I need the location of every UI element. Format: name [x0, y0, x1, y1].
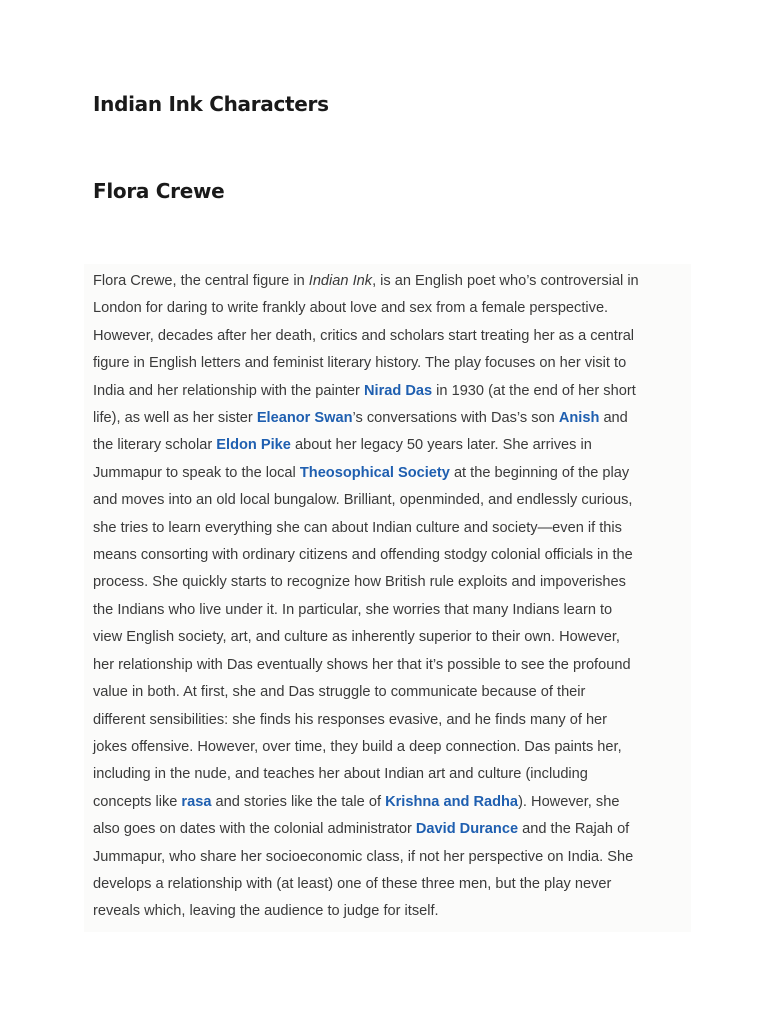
text-run: and the Rajah of	[518, 821, 630, 838]
character-link[interactable]: Eleanor Swan	[256, 410, 353, 427]
text-run: , is an English poet who’s controversial in	[372, 273, 639, 289]
character-link[interactable]: Anish	[558, 410, 600, 427]
text-run: the Indians who live under it. In particular, she worries that many Indians learn to	[93, 601, 613, 618]
text-run: ’s conversations with Das’s son	[352, 410, 559, 427]
text-run: her relationship with Das eventually shows her that it’s possible to see the profound	[93, 656, 631, 673]
text-run: and moves into an old local bungalow. Brilliant, openminded, and endlessly curious,	[93, 492, 633, 509]
section-title: Flora Crewe	[93, 179, 225, 203]
text-run: about her legacy 50 years later. She arrives in	[290, 437, 592, 454]
paragraph-line	[93, 350, 683, 377]
paragraph-line	[93, 460, 683, 487]
paragraph-line	[93, 542, 683, 569]
paragraph-line	[93, 569, 683, 596]
text-run: jokes offensive. However, over time, they build a deep connection. Das paints her,	[93, 738, 622, 755]
character-link[interactable]: Krishna and Radha	[385, 793, 519, 810]
paragraph-line	[93, 432, 683, 459]
text-run: in 1930 (at the end of her short	[432, 382, 636, 399]
paragraph-line	[93, 871, 683, 898]
character-link[interactable]: Nirad Das	[363, 382, 433, 399]
document-title: Indian Ink Characters	[93, 92, 329, 116]
text-run: and	[599, 410, 628, 427]
text-run: London for daring to write frankly about love and sex from a female perspective.	[93, 300, 609, 317]
paragraph-line	[93, 816, 683, 843]
character-link[interactable]: David Durance	[415, 821, 519, 838]
text-run: value in both. At first, she and Das struggle to communicate because of their	[93, 684, 586, 701]
paragraph-line	[93, 789, 683, 816]
paragraph-line	[93, 898, 683, 925]
text-run: at the beginning of the play	[449, 464, 630, 481]
text-run: ). However, she	[518, 793, 620, 810]
text-run: Jummapur to speak to the local	[93, 464, 300, 481]
paragraph-line	[93, 734, 683, 761]
text-run: concepts like	[93, 793, 182, 810]
text-run: reveals which, leaving the audience to judge for itself.	[93, 903, 439, 920]
paragraph-line	[93, 597, 683, 624]
text-run: figure in English letters and feminist literary history. The play focuses on her visit to	[93, 355, 627, 372]
italic-title: Indian Ink	[308, 273, 373, 289]
text-run: life), as well as her sister	[93, 410, 257, 427]
text-run: view English society, art, and culture as inherently superior to their own. However,	[93, 629, 620, 646]
text-run: process. She quickly starts to recognize how British rule exploits and impoverishes	[93, 574, 626, 591]
character-link[interactable]: rasa	[181, 793, 212, 810]
text-run: the literary scholar	[93, 437, 217, 454]
paragraph-line	[93, 624, 683, 651]
paragraph-line	[93, 323, 683, 350]
paragraph-line	[93, 405, 683, 432]
text-run: also goes on dates with the colonial administrator	[93, 821, 416, 838]
paragraph-line	[93, 707, 683, 734]
paragraph-line	[93, 295, 683, 322]
character-link[interactable]: Eldon Pike	[216, 437, 291, 454]
text-run: Jummapur, who share her socioeconomic class, if not her perspective on India. She	[93, 848, 634, 865]
paragraph-line	[93, 515, 683, 542]
paragraph-line	[93, 378, 683, 405]
text-run: and stories like the tale of	[211, 793, 386, 810]
paragraph-line	[93, 268, 683, 295]
paragraph-line	[93, 844, 683, 871]
text-run: different sensibilities: she finds his responses evasive, and he finds many of her	[93, 711, 608, 728]
paragraph-line	[93, 487, 683, 514]
text-run: However, decades after her death, critics and scholars start treating her as a central	[93, 327, 635, 344]
text-run: means consorting with ordinary citizens and offending stodgy colonial officials in the	[93, 547, 633, 564]
paragraph-line	[93, 761, 683, 788]
paragraph-line	[93, 679, 683, 706]
text-run: she tries to learn everything she can about Indian culture and society—even if this	[93, 519, 622, 536]
text-run: Flora Crewe, the central figure in	[93, 273, 309, 289]
character-description-paragraph	[84, 264, 691, 932]
text-run: India and her relationship with the painter	[93, 382, 364, 399]
character-link[interactable]: Theosophical Society	[299, 464, 450, 481]
text-run: including in the nude, and teaches her about Indian art and culture (including	[93, 766, 588, 783]
paragraph-line	[93, 652, 683, 679]
text-run: develops a relationship with (at least) one of these three men, but the play never	[93, 875, 612, 892]
